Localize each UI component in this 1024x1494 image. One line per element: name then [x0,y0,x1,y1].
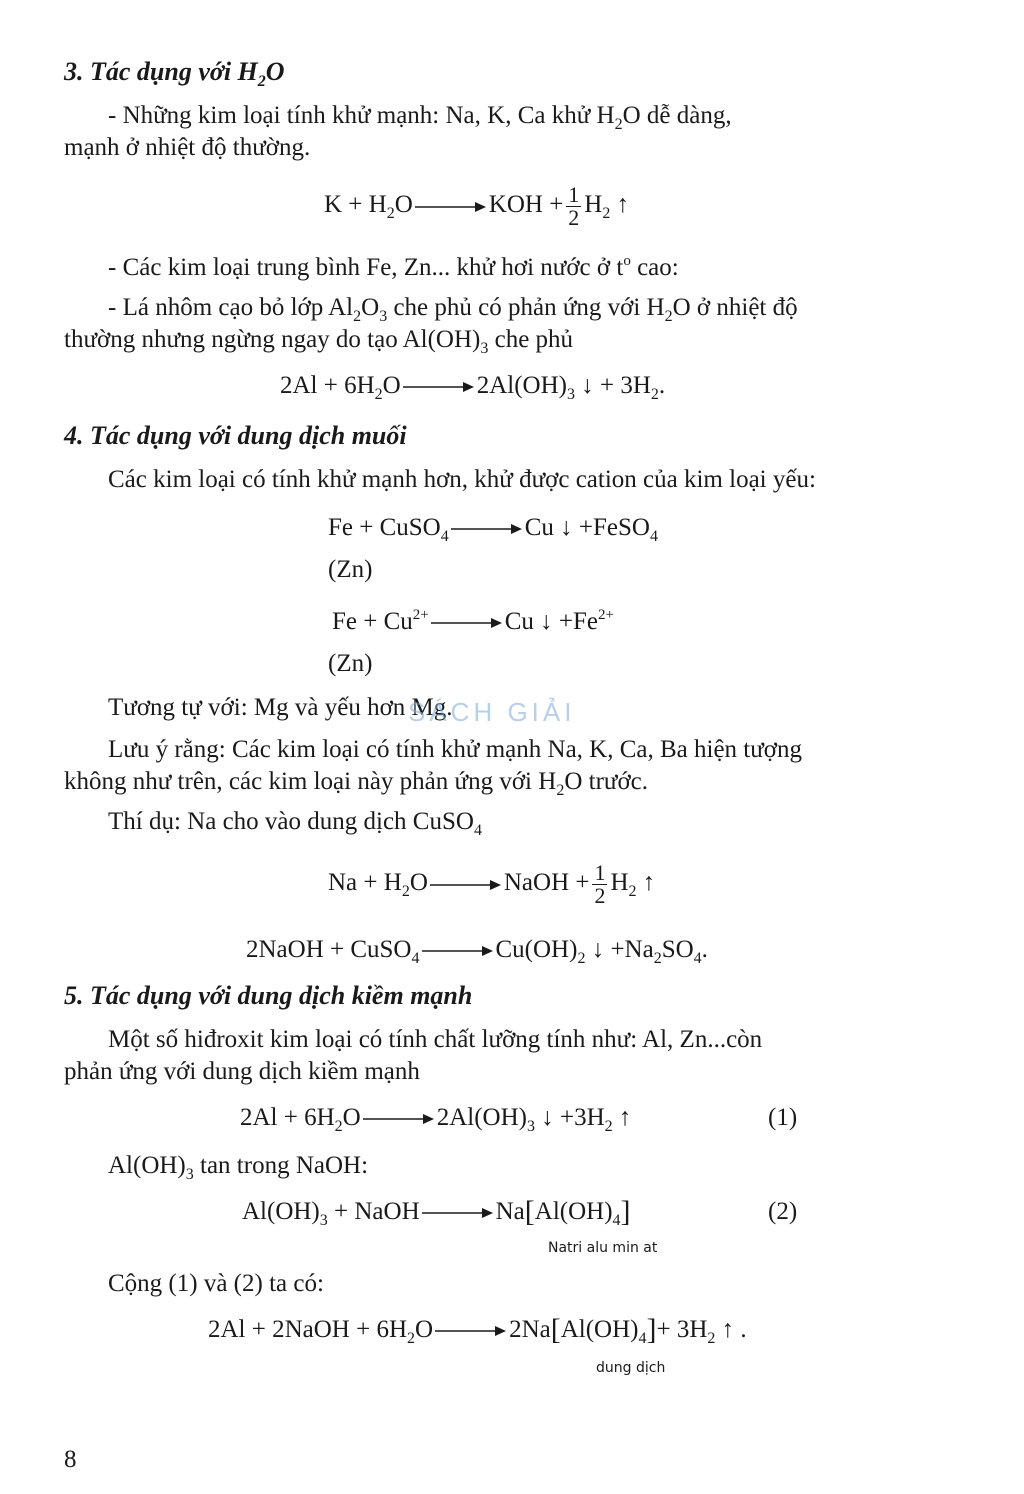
fraction-half: $\frac{1}{2}$ [594,860,606,908]
s5-para-1: Một số hiđroxit kim loại có tính chất lưỡng tính như: Al, Zn...còn [108,1026,763,1053]
fraction-half: $\frac{1}{2}$ [568,182,580,230]
s4-para-2: Tương tự với: Mg và yếu hơn Mg. [108,694,453,721]
reaction-arrow-icon [435,1324,507,1338]
s3-para-3b: thường nhưng ngừng ngay do tạo $Al(OH)_3$ che phủ [64,326,574,357]
s4-para-1: Các kim loại có tính khử mạnh hơn, khử được cation của kim loại yếu: [108,466,816,493]
reaction-arrow-icon [422,1206,494,1220]
s4-zn-1: (Zn) [328,556,373,583]
reaction-arrow-icon [363,1112,435,1126]
section-5-heading: 5. Tác dụng với dung dịch kiềm mạnh [64,981,473,1010]
s5-equation-2: $Al(OH)_3$ + NaOH $Na[Al(OH)_4]$ [242,1195,631,1229]
section-3-heading: 3. Tác dụng với $H_2O$ [64,57,285,90]
reaction-arrow-icon [451,522,523,536]
s3-para-2: - Các kim loại trung bình Fe, Zn... khử hơi nước ở $t^o$ cao: [108,253,679,281]
reaction-arrow-icon [415,200,487,214]
section-4-heading: 4. Tác dụng với dung dịch muối [64,421,407,450]
page-number: 8 [64,1446,77,1473]
s3-para-1b: mạnh ở nhiệt độ thường. [64,134,311,161]
equation-number-1: (1) [768,1104,798,1131]
s5-para-3: Cộng (1) và (2) ta có: [108,1270,324,1297]
s5-equation-3: 2Al + 2NaOH + $6H_2O$ $2Na[Al(OH)_4]+ 3H_2$ ↑ . [208,1313,747,1347]
s4-equation-1: Fe + CuSO$_4$ Cu ↓ +FeSO$_4$ [328,514,658,545]
s4-para-3: Lưu ý rằng: Các kim loại có tính khử mạnh Na, K, Ca, Ba hiện tượng [108,736,803,763]
s4-equation-3: $Na + H_2O$ NaOH + $\frac{1}{2}$ $H_2$ ↑ [328,860,656,908]
reaction-arrow-icon [422,944,494,958]
s4-zn-2: (Zn) [328,650,373,677]
s5-eq3-note: dung dịch [596,1360,666,1376]
s5-eq2-note: Natri alu min at [548,1240,658,1256]
s5-para-1b: phản ứng với dung dịch kiềm mạnh [64,1058,420,1085]
s4-equation-2: $Fe + Cu^{2+}$ Cu ↓ $+Fe^{2+}$ [332,607,614,635]
reaction-arrow-icon [403,380,475,394]
s3-equation-2: $2Al + 6H_2O$ $2Al(OH)_3$ ↓ + $3H_2$. [280,372,666,403]
reaction-arrow-icon [430,878,502,892]
s5-para-2: $Al(OH)_3$ tan trong NaOH: [108,1152,369,1183]
s4-para-3b: không như trên, các kim loại này phản ứng với $H_2O$ trước. [64,768,649,799]
s4-para-4: Thí dụ: Na cho vào dung dịch CuSO$_4$ [108,808,482,839]
s3-para-3: - Lá nhôm cạo bỏ lớp $Al_2O_3$ che phủ có phản ứng với $H_2O$ ở nhiệt độ [108,294,798,325]
s4-equation-4: 2NaOH + CuSO$_4$ $Cu(OH)_2$ ↓ $+Na_2SO_4$. [246,936,708,967]
s3-para-1: - Những kim loại tính khử mạnh: Na, K, Ca khử $H_2O$ dễ dàng, [108,102,732,133]
equation-number-2: (2) [768,1198,798,1225]
s5-equation-1: $2Al + 6H_2O$ $2Al(OH)_3$ ↓ $+3H_2$ ↑ [240,1104,632,1135]
watermark-logo: SÁCH GIẢI [408,697,576,727]
s3-equation-1: $K + H_2O$ KOH + $\frac{1}{2}$ $H_2$ ↑ [324,182,630,230]
reaction-arrow-icon [431,616,503,630]
